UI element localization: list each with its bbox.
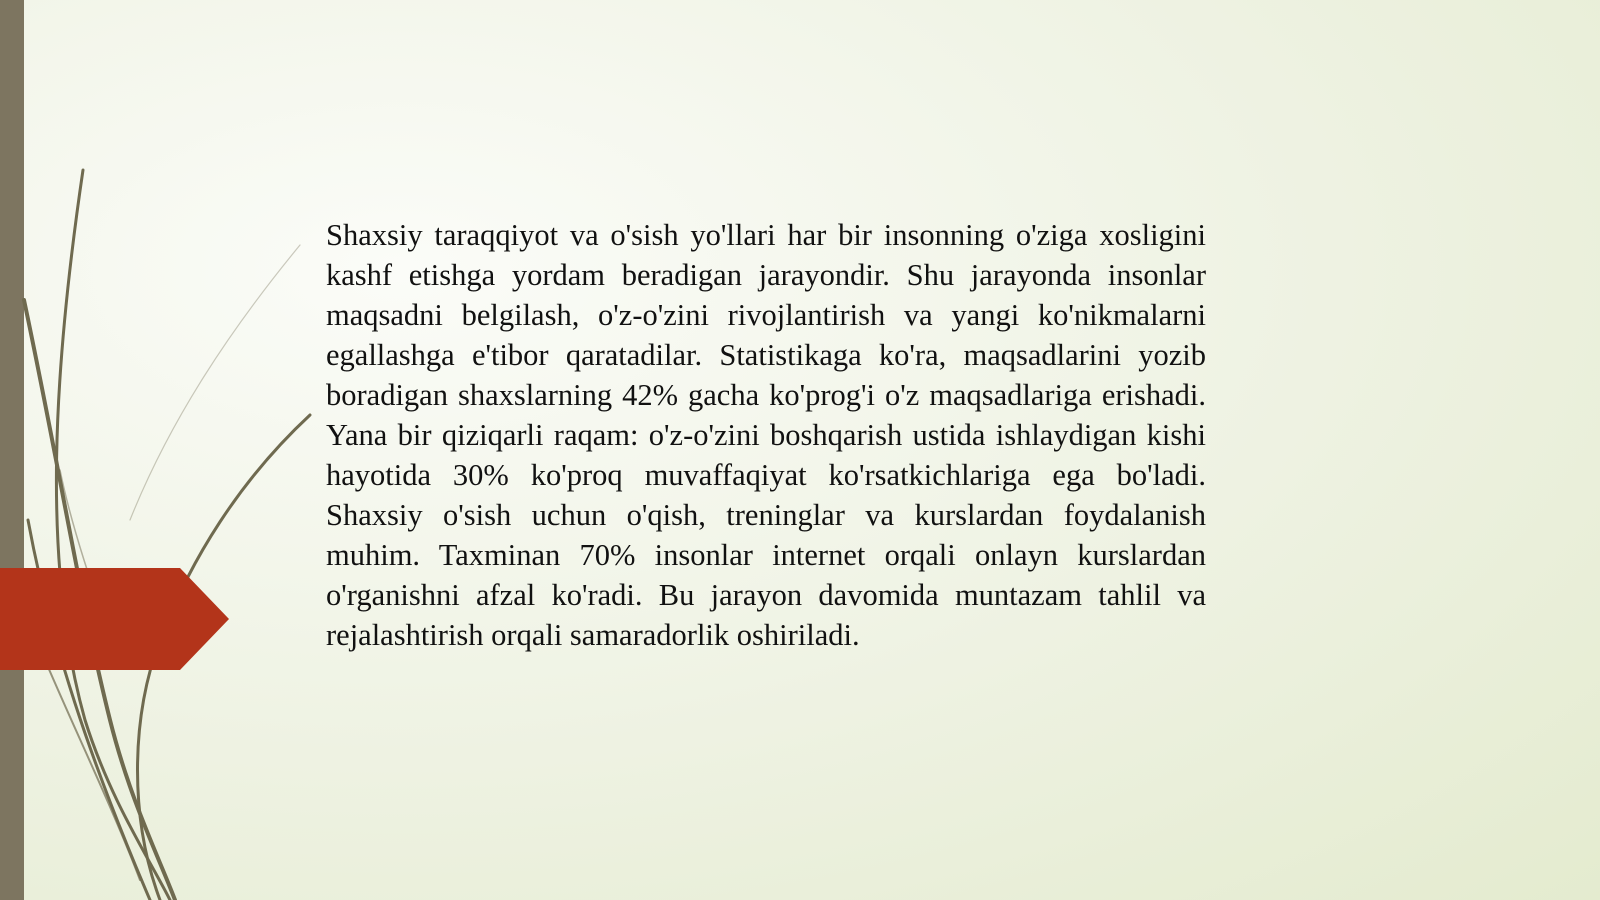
body-paragraph: Shaxsiy taraqqiyot va o'sish yo'llari har bir insonning o'ziga xosligini kashf etishga yordam beradigan jarayondir. Shu jarayonda insonlar maqsadni belgilash, o'z-o'zini rivojlantirish va yangi ko'nikmalarni egallashga e'tibor qaratadilar. Statistikaga ko'ra, maqsadlarini yozib boradigan shaxslarning 42% gacha ko'prog'i o'z maqsadlariga erishadi. Yana bir qiziqarli raqam: o'z-o'zini boshqarish ustida ishlaydigan kishi hayotida 30% ko'proq muvaffaqiyat ko'rsatkichlariga ega bo'ladi. Shaxsiy o'sish uchun o'qish, treninglar va kurslardan foydalanish muhim. Taxminan 70% insonlar internet orqali onlayn kurslardan o'rganishni afzal ko'radi. Bu jarayon davomida muntazam tahlil va rejalashtirish orqali samaradorlik oshiriladi. [326,218,1206,652]
red-arrow-tab [0,568,229,670]
